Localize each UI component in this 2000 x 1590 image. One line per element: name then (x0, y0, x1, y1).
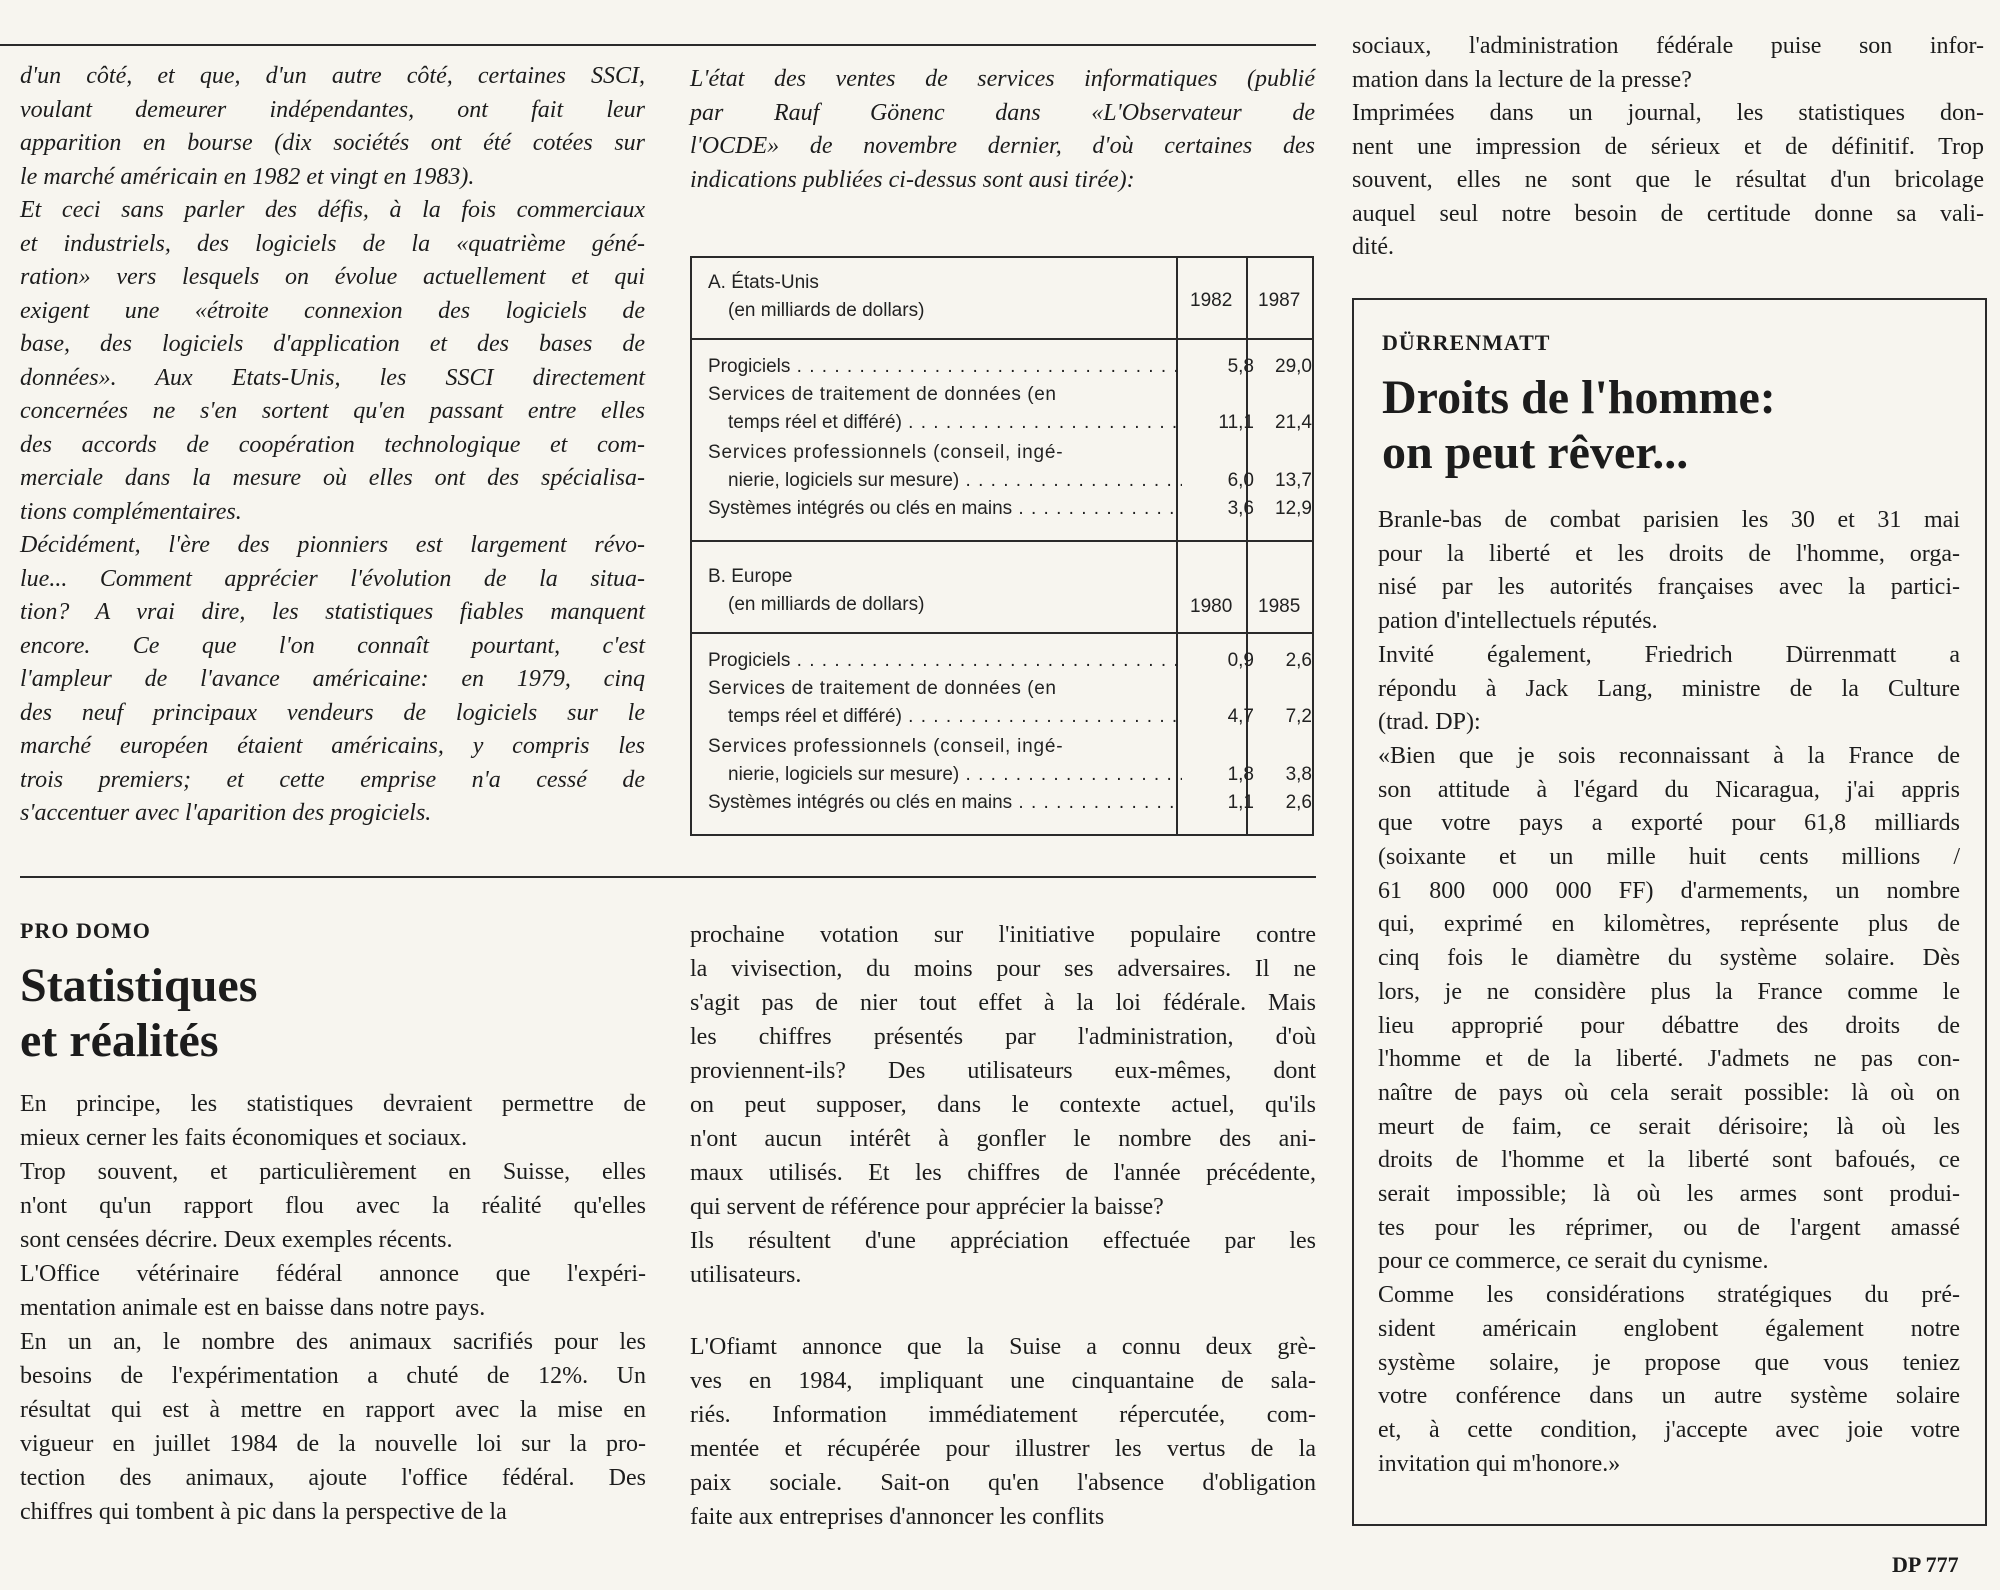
text-line: L'Office vétérinaire fédéral annonce que l'expéri- (20, 1261, 646, 1287)
text-line: s'agit pas de nier tout effet à la loi fédérale. Mais (690, 990, 1316, 1016)
headline-prodomo (20, 958, 257, 1068)
section-rule (20, 876, 1316, 878)
table-b-title: B. Europe (708, 566, 793, 587)
text-line: lors, je ne considère plus la France comme le (1378, 978, 1960, 1005)
table-row-label: nierie, logiciels sur mesure) . . . (728, 470, 1182, 492)
durrenmatt-body (1378, 504, 1960, 1481)
prodomo-body-col2-part2 (690, 1330, 1316, 1534)
text-line: tection des animaux, ajoute l'office fédéral. Des (20, 1465, 646, 1491)
text-line: d'un côté, et que, d'un autre côté, certaines SSCI, (20, 63, 645, 89)
table-cell: 1,8 (1227, 764, 1254, 785)
text-line: sont censées décrire. Deux exemples récents. (20, 1227, 453, 1253)
text-line: le marché américain en 1982 et vingt en 1983). (20, 163, 475, 190)
text-line: Imprimées dans un journal, les statistiques don- (1352, 100, 1984, 126)
headline-line: Droits de l'homme: (1382, 371, 1776, 424)
table-cell: 29,0 (1275, 356, 1312, 377)
table-row-label: Services de traitement de données (en (708, 384, 1057, 405)
table-cell: 1,1 (1227, 792, 1254, 813)
prodomo-body-col2 (690, 918, 1316, 1292)
text-line: nent une impression de sérieux et de définitif. Trop (1352, 133, 1984, 160)
text-line: Décidément, l'ère des pionniers est largement révo- (20, 532, 645, 558)
table-cell: 4,7 (1227, 706, 1254, 727)
page-number: DP 777 (1892, 1552, 1959, 1577)
table-cell: 21,4 (1275, 412, 1312, 433)
table-cell: 3,8 (1285, 764, 1312, 785)
text-line: tion? A vrai dire, les statistiques fiables manquent (20, 599, 645, 625)
text-line: utilisateurs. (690, 1262, 802, 1288)
text-line: s'accentuer avec l'aparition des progiciels. (20, 800, 432, 826)
text-line: système solaire, je propose que vous teniez (1378, 1349, 1960, 1376)
top-rule (0, 44, 1316, 46)
table-a-year1: 1982 (1190, 290, 1233, 311)
text-line: maux utilisés. Et les chiffres de l'année précédente, (690, 1160, 1316, 1186)
text-line: faite aux entreprises d'annoncer les conflits (690, 1504, 1105, 1530)
text-line: qui, exprimé en kilomètres, représente plus de (1378, 911, 1960, 938)
text-line: la vivisection, du moins pour ses adversaires. Il ne (690, 956, 1316, 982)
text-line: par Rauf Gönenc dans «L'Observateur de (690, 99, 1315, 126)
text-line: son attitude à l'égard du Nicaragua, j'ai appris (1378, 776, 1960, 803)
text-line: l'OCDE» de novembre dernier, d'où certaines des (690, 133, 1315, 159)
table-row-label: temps réel et différé) . . . (728, 706, 1182, 728)
text-line: 61 800 000 000 FF) d'armements, un nombre (1378, 877, 1960, 904)
table-row-label: nierie, logiciels sur mesure) . . . (728, 764, 1182, 786)
text-line: mentée et récupérée pour illustrer les vertus de la (690, 1436, 1316, 1462)
text-line: souvent, elles ne sont que le résultat d'un bricolage (1352, 167, 1984, 193)
kicker-prodomo: PRO DOMO (20, 918, 151, 943)
text-line: L'état des ventes de services informatiques (publié (690, 66, 1315, 92)
text-line: qui servent de référence pour apprécier la baisse? (690, 1194, 1164, 1220)
text-line: pour ce commerce, ce serait du cynisme. (1378, 1248, 1769, 1275)
text-line: voulant demeurer indépendantes, ont fait leur (20, 96, 645, 123)
text-line: n'ont qu'un rapport flou avec la réalité qu'elles (20, 1193, 646, 1219)
text-line: droits de l'homme et la liberté sont bafoués, ce (1378, 1147, 1960, 1174)
table-row-label: Systèmes intégrés ou clés en mains . . . (708, 792, 1182, 814)
table-row-label: temps réel et différé) . . . (728, 412, 1182, 434)
table-row-label: Progiciels . . . (708, 356, 1182, 378)
headline-line: on peut rêver... (1382, 426, 1689, 479)
text-line: (soixante et un mille huit cents millions / (1378, 844, 1960, 871)
text-line: Branle-bas de combat parisien les 30 et 31 mai (1378, 507, 1960, 533)
text-line: les chiffres présentés par l'administration, d'où (690, 1024, 1316, 1050)
text-line: auquel seul notre besoin de certitude donne sa vali- (1352, 200, 1984, 227)
table-cell: 0,9 (1227, 650, 1254, 671)
text-line: Invité également, Friedrich Dürrenmatt a (1378, 641, 1960, 668)
text-line: apparition en bourse (dix sociétés ont été cotées sur (20, 130, 645, 156)
text-line: proviennent-ils? Des utilisateurs eux-mêmes, dont (690, 1058, 1316, 1084)
text-line: n'ont aucun intérêt à gonfler le nombre des ani- (690, 1126, 1316, 1152)
text-line: «Bien que je sois reconnaissant à la France de (1378, 742, 1960, 769)
table-row-label: Progiciels . . . (708, 650, 1182, 672)
text-line: dité. (1352, 234, 1394, 260)
text-line: pation d'intellectuels réputés. (1378, 608, 1658, 635)
text-line: on peut supposer, dans le contexte actuel, qu'ils (690, 1092, 1316, 1118)
text-line: merciale dans la mesure où elles ont des spécialisa- (20, 465, 645, 491)
text-line: cinq fois le diamètre du système solaire. Dès (1378, 945, 1960, 972)
text-line: répondu à Jack Lang, ministre de la Culture (1378, 675, 1960, 702)
text-line: sident américain englobent également notre (1378, 1315, 1960, 1342)
text-line: naître de pays où cela serait possible: là où on (1378, 1079, 1960, 1106)
text-line: mieux cerner les faits économiques et sociaux. (20, 1125, 468, 1151)
text-line: concernées ne s'en sortent qu'en passant entre elles (20, 398, 645, 424)
text-line: l'homme et de la liberté. J'admets ne pas con- (1378, 1046, 1960, 1073)
text-line: Et ceci sans parler des défis, à la fois commerciaux (20, 197, 645, 223)
table-a-subtitle: (en milliards de dollars) (728, 300, 925, 321)
text-line: encore. Ce que l'on connaît pourtant, c'est (20, 632, 645, 659)
table-intro (690, 63, 1315, 197)
table-cell: 12,9 (1275, 498, 1312, 519)
text-line: mation dans la lecture de la presse? (1352, 66, 1692, 93)
text-line: trois premiers; et cette emprise n'a cessé de (20, 766, 645, 793)
table-cell: 6,0 (1227, 470, 1254, 491)
text-line: marché européen étaient américains, y compris les (20, 733, 645, 759)
text-line: et, à cette condition, j'accepte avec joie votre (1378, 1416, 1960, 1443)
table-b-subtitle: (en milliards de dollars) (728, 594, 925, 615)
text-line: Trop souvent, et particulièrement en Suisse, elles (20, 1159, 646, 1185)
text-line: l'ampleur de l'avance américaine: en 1979, cinq (20, 666, 645, 692)
text-line: lue... Comment apprécier l'évolution de la situa- (20, 565, 645, 592)
text-line: votre conférence dans un autre système solaire (1378, 1383, 1960, 1410)
text-line: besoins de l'expérimentation a chuté de 12%. Un (20, 1363, 646, 1389)
text-line: ves en 1984, impliquant une cinquantaine de sala- (690, 1368, 1316, 1394)
sales-table (690, 256, 1314, 836)
text-line: que votre pays a exporté pour 61,8 milliards (1378, 810, 1960, 837)
table-row-label: Services de traitement de données (en (708, 678, 1057, 699)
headline-line: Statistiques (20, 959, 258, 1012)
headline-line: et réalités (20, 1014, 219, 1067)
article-continuation-col3 (1352, 30, 1984, 265)
table-row-label: Services professionnels (conseil, ingé- (708, 736, 1064, 757)
text-line: paix sociale. Sait-on qu'en l'absence d'obligation (690, 1470, 1316, 1496)
text-line: des accords de coopération technologique et com- (20, 431, 645, 458)
text-line: En un an, le nombre des animaux sacrifiés pour les (20, 1329, 646, 1355)
kicker-durrenmatt: DÜRRENMATT (1382, 330, 1551, 355)
text-line: résultat qui est à mettre en rapport avec la mise en (20, 1397, 646, 1423)
text-line: nisé par les autorités françaises avec la partici- (1378, 574, 1960, 601)
table-cell: 3,6 (1227, 498, 1254, 519)
text-line: prochaine votation sur l'initiative populaire contre (690, 922, 1316, 948)
text-line: chiffres qui tombent à pic dans la perspective de la (20, 1499, 507, 1525)
table-row-label: Systèmes intégrés ou clés en mains . . . (708, 498, 1182, 520)
text-line: vigueur en juillet 1984 de la nouvelle loi sur la pro- (20, 1431, 646, 1457)
text-line: lieu approprié pour débattre des droits de (1378, 1012, 1960, 1039)
text-line: sociaux, l'administration fédérale puise son infor- (1352, 33, 1984, 59)
text-line: Comme les considérations stratégiques du pré- (1378, 1282, 1960, 1309)
text-line: indications publiées ci-dessus sont ausi tirée): (690, 166, 1135, 193)
table-cell: 2,6 (1285, 650, 1312, 671)
text-line: pour la liberté et les droits de l'homme, orga- (1378, 540, 1960, 567)
text-line: En principe, les statistiques devraient permettre de (20, 1091, 646, 1117)
prodomo-body (20, 1087, 646, 1529)
text-line: tions complémentaires. (20, 498, 242, 525)
table-b-year1: 1980 (1190, 596, 1233, 617)
text-line: base, des logiciels d'application et des bases de (20, 331, 645, 357)
text-line: mentation animale est en baisse dans notre pays. (20, 1295, 486, 1321)
table-cell: 13,7 (1275, 470, 1312, 491)
table-row-label: Services professionnels (conseil, ingé- (708, 442, 1064, 463)
text-line: tes pour les réprimer, ou de l'argent amassé (1378, 1214, 1960, 1241)
table-b-year2: 1985 (1258, 596, 1301, 617)
table-cell: 2,6 (1285, 792, 1312, 813)
text-line: L'Ofiamt annonce que la Suise a connu deux grè- (690, 1334, 1316, 1360)
article-continuation-col1 (20, 60, 645, 831)
text-line: données». Aux Etats-Unis, les SSCI directement (20, 364, 645, 391)
text-line: (trad. DP): (1378, 709, 1481, 736)
text-line: Ils résultent d'une appréciation effectuée par les (690, 1228, 1316, 1254)
text-line: des neuf principaux vendeurs de logiciels sur le (20, 699, 645, 726)
table-cell: 5,8 (1227, 356, 1254, 377)
text-line: ration» vers lesquels on évolue actuellement et qui (20, 264, 645, 290)
text-line: serait impossible; là où les armes sont produi- (1378, 1181, 1960, 1208)
text-line: riés. Information immédiatement répercutée, com- (690, 1402, 1316, 1428)
headline-durrenmatt (1382, 370, 1776, 480)
text-line: exigent une «étroite connexion des logiciels de (20, 297, 645, 324)
text-line: meurt de faim, ce serait dérisoire; là où les (1378, 1113, 1960, 1140)
table-a-year2: 1987 (1258, 290, 1301, 311)
text-line: invitation qui m'honore.» (1378, 1450, 1621, 1477)
table-cell: 7,2 (1285, 706, 1312, 727)
table-a-title: A. États-Unis (708, 272, 819, 293)
table-cell: 11,1 (1218, 412, 1254, 433)
text-line: et industriels, des logiciels de la «quatrième géné- (20, 230, 645, 257)
